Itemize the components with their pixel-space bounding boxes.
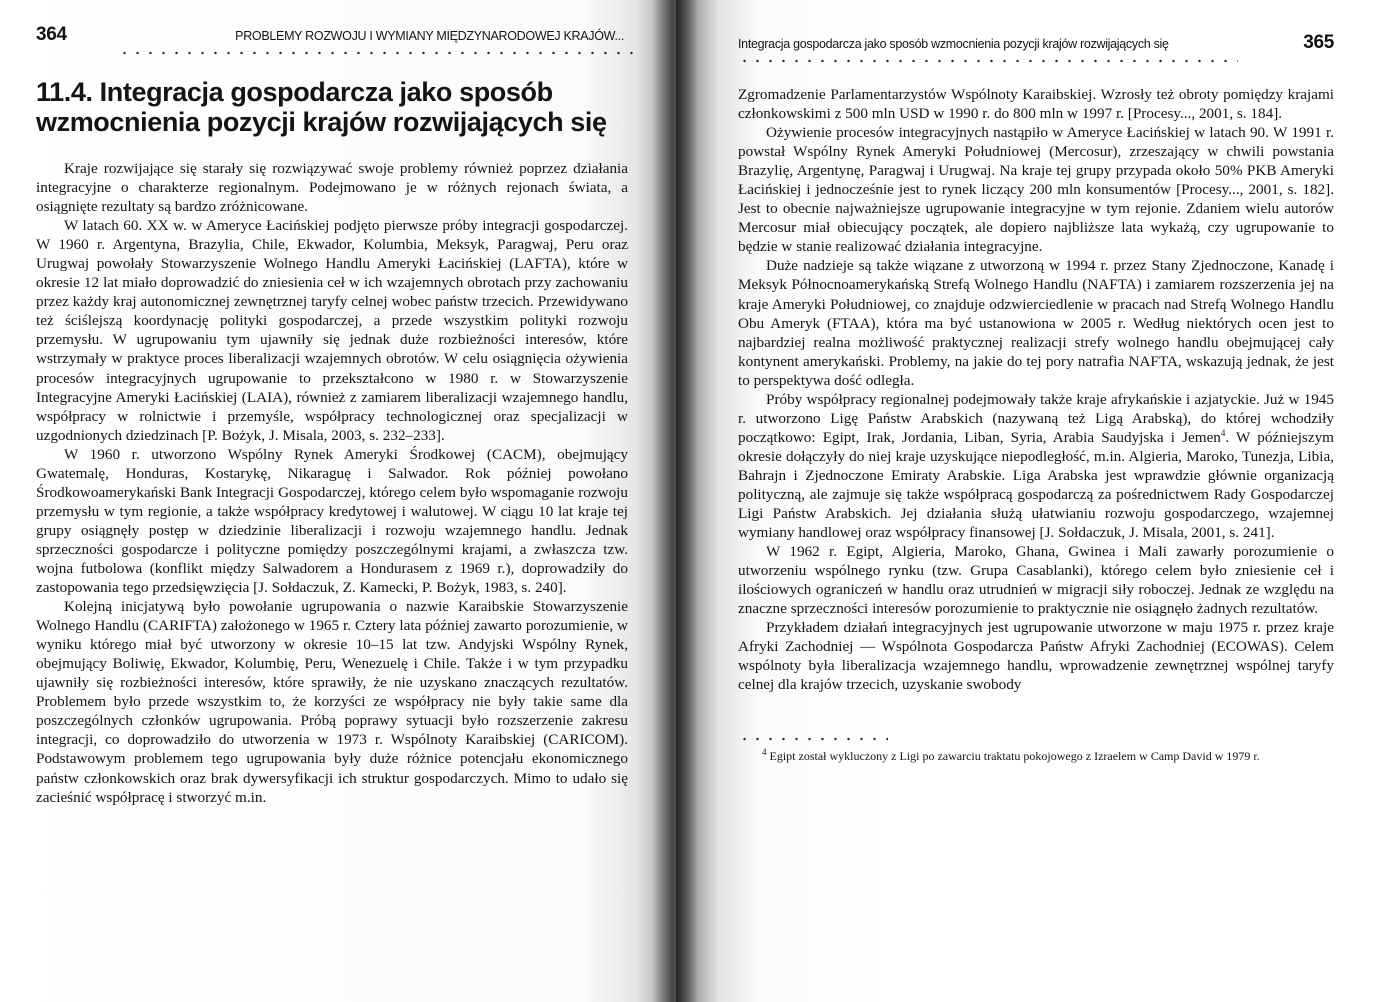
right-header-dots — [738, 57, 1238, 65]
right-paragraph-1: Ożywienie procesów integracyjnych nastąpiło w Ameryce Łacińskiej w latach 90. W 1991 r. powstał Wspólny Rynek Ameryki Południowej (Mercosur), zrzeszający w chwili powstania Brazylię, Argentynę, Paragwaj i Urugwaj. Na kraje tej grupy przypada około 50% PKB Ameryki Łacińskiej i jednocześnie jest to rynek liczący 200 mln konsumentów [Procesy..., 2001, s. 182]. Jest to obecnie najważniejsze ugrupowanie integracyjne w tym rejonie. Zdaniem wielu autorów Mercosur miał obiecujący początek, ale dopiero najbliższe lata wykażą, czy ugrupowanie to będzie w stanie realizować działania integracyjne. — [738, 124, 1334, 256]
right-body-text — [738, 85, 1334, 695]
left-paragraph-3: W 1960 r. utworzono Wspólny Rynek Ameryki Środkowej (CACM), obejmujący Gwatemalę, Honduras, Kostarykę, Nikaraguę i Salwador. Rok później powołano Środkowoamerykański Bank Integracji Gospodarczej, którego celem było wspomaganie rozwoju przemysłu w tym regionie, a także współpracy kredytowej i walutowej. W ciągu 10 lat kraje tej grupy osiągnęły postęp w dziedzinie liberalizacji i rozwoju wzajemnego handlu. Jednak sprzeczności gospodarcze i polityczne pomiędzy poszczególnymi krajami, a zwłaszcza tzw. wojna futbolowa (konflikt między Salwadorem a Hondurasem z 1969 r.), doprowadziły do zastopowania tego przedsięwzięcia [J. Sołdaczuk, Z. Kamecki, P. Bożyk, 1983, s. 240]. — [36, 445, 628, 597]
right-paragraph-5: Przykładem działań integracyjnych jest ugrupowanie utworzone w maju 1975 r. przez kraje Afryki Zachodniej — Wspólnota Gospodarcza Państw Afryki Zachodniej (ECOWAS). Celem wspólnoty była liberalizacja wzajemnego handlu, wprowadzenie zewnętrznej wspólnej taryfy celnej dla krajów trzecich, uzyskanie swobody — [738, 619, 1334, 694]
left-header-title: PROBLEMY ROZWOJU I WYMIANY MIĘDZYNARODOWEJ KRAJÓW... — [235, 29, 624, 43]
section-title-line-2: wzmocnienia pozycji krajów rozwijających się — [36, 107, 607, 137]
liga-text-after: . W późniejszym okresie dołączyły do niej kraje uzyskujące niepodległość, m.in. Algieria, Maroko, Tunezja, Libia, Bahrajn i Zjednoczone Emiraty Arabskie. Liga Arabska jest wprawdzie głównie organizacją polityczną, ale zajmuje się także współpracą gospodarczą za pośrednictwem Rady Gospodarczej Ligi Państw Arabskich. Jej działania służą ułatwianiu rozwoju gospodarczego, wzajemnej wymiany handlowej oraz współpracy finansowej [J. Sołdaczuk, J. Misala, 2001, s. 241]. — [738, 428, 1334, 542]
right-page — [676, 0, 1382, 1002]
footnote — [738, 746, 1334, 764]
right-paragraph-4: W 1962 r. Egipt, Algieria, Maroko, Ghana, Gwinea i Mali zawarły porozumienie o utworzeniu wspólnego rynku (tzw. Grupa Casablanki), którego celem było zniesienie ceł i ilościowych ograniczeń w handlu oraz utrudnień w migracji siły roboczej. Jednak ze względu na znaczne sprzeczności interesów porozumienie to praktycznie nie osiągnęło żadnych rezultatów. — [738, 543, 1334, 618]
left-body-text — [36, 159, 628, 807]
right-running-head — [738, 32, 1334, 54]
footnote-text: Egipt został wykluczony z Ligi po zawarciu traktatu pokojowego z Izraelem w Camp David w 1979 r. — [769, 748, 1260, 763]
liga-text-before: Próby współpracy regionalnej podejmowały także kraje afrykańskie i azjatyckie. Już w 1945 r. utworzono Ligę Państw Arabskich (nazywaną też Ligą Arabską), do której wchodziły początkowo: Egipt, Irak, Jordania, Liban, Syria, Arabia Saudyjska i Jemen — [738, 390, 1334, 446]
left-paragraph-4: Kolejną inicjatywą było powołanie ugrupowania o nazwie Karaibskie Stowarzyszenie Wolnego Handlu (CARIFTA) założonego w 1965 r. Cztery lata później zawarto porozumienie, w wyniku którego miał być utworzony w okresie 10–15 lat tzw. Andyjski Wspólny Rynek, obejmujący Boliwię, Ekwador, Kolumbię, Peru, Wenezuelę i Chile. Także i w tym przypadku ujawniły się rozbieżności interesów, które sprawiły, że nie uzyskano znaczących rezultatów. Problemem było przede wszystkim to, że korzyści ze współpracy nie były takie same dla poszczególnych członków ugrupowania. Próbą poprawy sytuacji było rozszerzenie zakresu integracji, co doprowadziło do utworzenia w 1973 r. Wspólnoty Karaibskiej (CARICOM). Podstawowym problemem tego ugrupowania były duże różnice potencjału ekonomicznego państw członkowskich oraz brak dywersyfikacji ich struktur gospodarczych. Mimo to udało się zacieśnić współpracę i stworzyć m.in. — [36, 598, 628, 806]
right-header-title: Integracja gospodarcza jako sposób wzmocnienia pozycji krajów rozwijających się — [738, 37, 1169, 51]
right-continuation: Zgromadzenie Parlamentarzystów Wspólnoty Karaibskiej. Wzrosły też obroty pomiędzy krajami członkowskimi z 500 mln USD w 1990 r. do 800 mln w 1997 r. [Procesy..., 2001, s. 184]. — [738, 86, 1334, 123]
left-running-head — [36, 24, 628, 46]
footnote-separator — [738, 735, 888, 743]
left-paragraph-2: W latach 60. XX w. w Ameryce Łacińskiej podjęto pierwsze próby integracji gospodarczej. W 1960 r. Argentyna, Brazylia, Chile, Ekwador, Kolumbia, Meksyk, Paragwaj, Peru oraz Urugwaj powołały Stowarzyszenie Wolnego Handlu Ameryki Łacińskiej (LAFTA), które w okresie 12 lat miało doprowadzić do zniesienia ceł w ich wzajemnych obrotach przy zachowaniu przez każdy kraj autonomicznej zewnętrznej taryfy celnej wobec państw trzecich. Przewidywano też ściślejszą koordynację polityki gospodarczej, a przede wszystkim polityki rozwoju przemysłu. W ugrupowaniu tym ujawniły się jednak duże rozbieżności interesów, które wstrzymały w praktyce proces liberalizacji wzajemnych obrotów. W celu osiągnięcia ożywienia procesów integracyjnych ugrupowanie to przekształcono w 1980 r. w Stowarzyszenie Integracyjne Ameryki Łacińskiej (LAIA), również z zamiarem liberalizacji wzajemnego handlu, współpracy w rolnictwie i przemyśle, współpracy technologicznej oraz specjalizacji w uzgodnionych dziedzinach [P. Bożyk, J. Misala, 2003, s. 232–233]. — [36, 217, 628, 444]
right-page-number: 365 — [1303, 32, 1334, 53]
right-paragraph-2: Duże nadzieje są także wiązane z utworzoną w 1994 r. przez Stany Zjednoczone, Kanadę i Meksyk Północnoamerykańską Strefą Wolnego Handlu (NAFTA) i zamiarem rozszerzenia jej na kraje Ameryki Południowej, co znajduje odzwierciedlenie w pracach nad Strefą Wolnego Handlu Obu Ameryk (FTAA), która ma być ustanowiona w 2005 r. Według niektórych ocen jest to najbardziej realna możliwość praktycznej realizacji strefy wolnego handlu obejmującej cały kontynent amerykański. Problemy, na jakie do tej pory natrafia NAFTA, wskazują jednak, że jest to perspektywa dość odległa. — [738, 257, 1334, 389]
left-paragraph-1: Kraje rozwijające się starały się rozwiązywać swoje problemy również poprzez działania integracyjne o charakterze regionalnym. Podejmowano je w różnych rejonach świata, a osiągnięte rezultaty są bardzo zróżnicowane. — [36, 160, 628, 216]
section-title — [36, 77, 628, 137]
section-title-line-1: 11.4. Integracja gospodarcza jako sposób — [36, 77, 553, 107]
left-page-number: 364 — [36, 24, 67, 45]
right-paragraph-liga — [738, 390, 1334, 542]
footnote-reference[interactable]: 4 — [1220, 427, 1226, 438]
left-header-dots — [118, 49, 642, 57]
left-page — [0, 0, 676, 1002]
footnote-number: 4 — [762, 746, 767, 757]
